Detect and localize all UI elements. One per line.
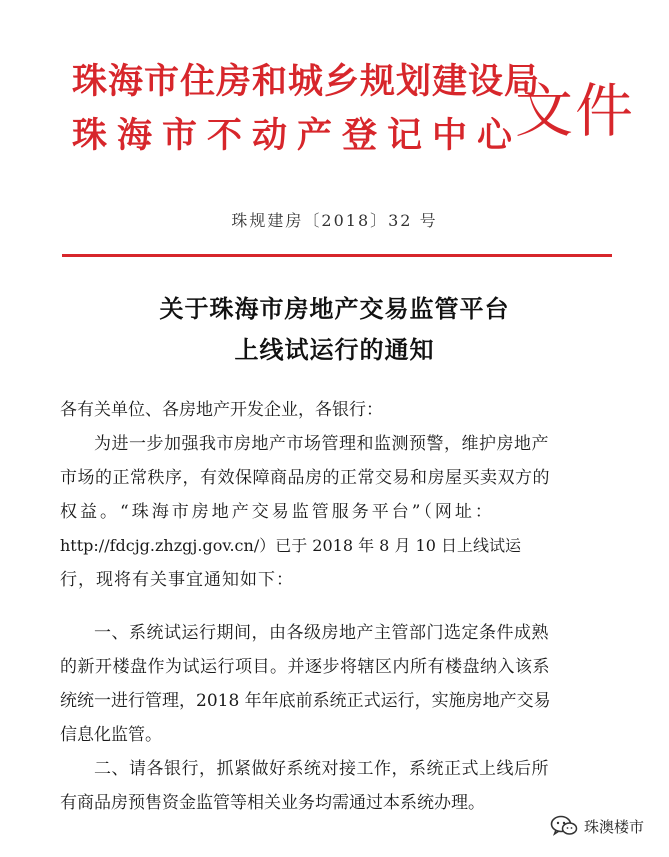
salutation: 各有关单位、各房地产开发企业，各银行： bbox=[60, 400, 383, 420]
issuing-org-1: 珠海市住房和城乡规划建设局 bbox=[72, 62, 541, 102]
paragraph-line: 有商品房预售资金监管等相关业务均需通过本系统办理。 bbox=[60, 793, 485, 813]
issuing-org-2: 珠海市不动产登记中心 bbox=[72, 116, 523, 156]
paragraph-line: 信息化监管。 bbox=[60, 725, 162, 745]
paragraph-line: 的新开楼盘作为试运行项目。并逐步将辖区内所有楼盘纳入该系 bbox=[60, 657, 550, 677]
document-title-line-2: 上线试运行的通知 bbox=[234, 335, 435, 364]
wechat-watermark bbox=[550, 815, 644, 837]
paragraph-line: 一、系统试运行期间，由各级房地产主管部门选定条件成熟 bbox=[94, 623, 549, 643]
document-title-line-1: 关于珠海市房地产交易监管平台 bbox=[159, 294, 510, 323]
document-mark: 文件 bbox=[515, 77, 636, 145]
paragraph-line: http://fdcjg.zhzgj.gov.cn/）已于 2018 年 8 月 10 日上线试运 bbox=[60, 536, 521, 555]
paragraph-line: 为进一步加强我市房地产市场管理和监测预警，维护房地产 bbox=[94, 434, 549, 454]
paragraph-line: 行，现将有关事宜通知如下： bbox=[60, 570, 294, 590]
watermark-label: 珠澳楼市 bbox=[584, 817, 645, 836]
paragraph-line: 二、请各银行，抓紧做好系统对接工作，系统正式上线后所 bbox=[94, 759, 549, 779]
paragraph-line: 市场的正常秩序，有效保障商品房的正常交易和房屋买卖双方的 bbox=[60, 468, 550, 488]
paragraph-line: 权益。“珠海市房地产交易监管服务平台”（网址： bbox=[60, 502, 495, 522]
paragraph-line: 统统一进行管理，2018 年年底前系统正式运行，实施房地产交易 bbox=[60, 691, 551, 711]
document-number: 珠规建房〔2018〕32 号 bbox=[231, 211, 438, 230]
red-divider bbox=[62, 254, 612, 257]
wechat-icon bbox=[550, 815, 578, 837]
